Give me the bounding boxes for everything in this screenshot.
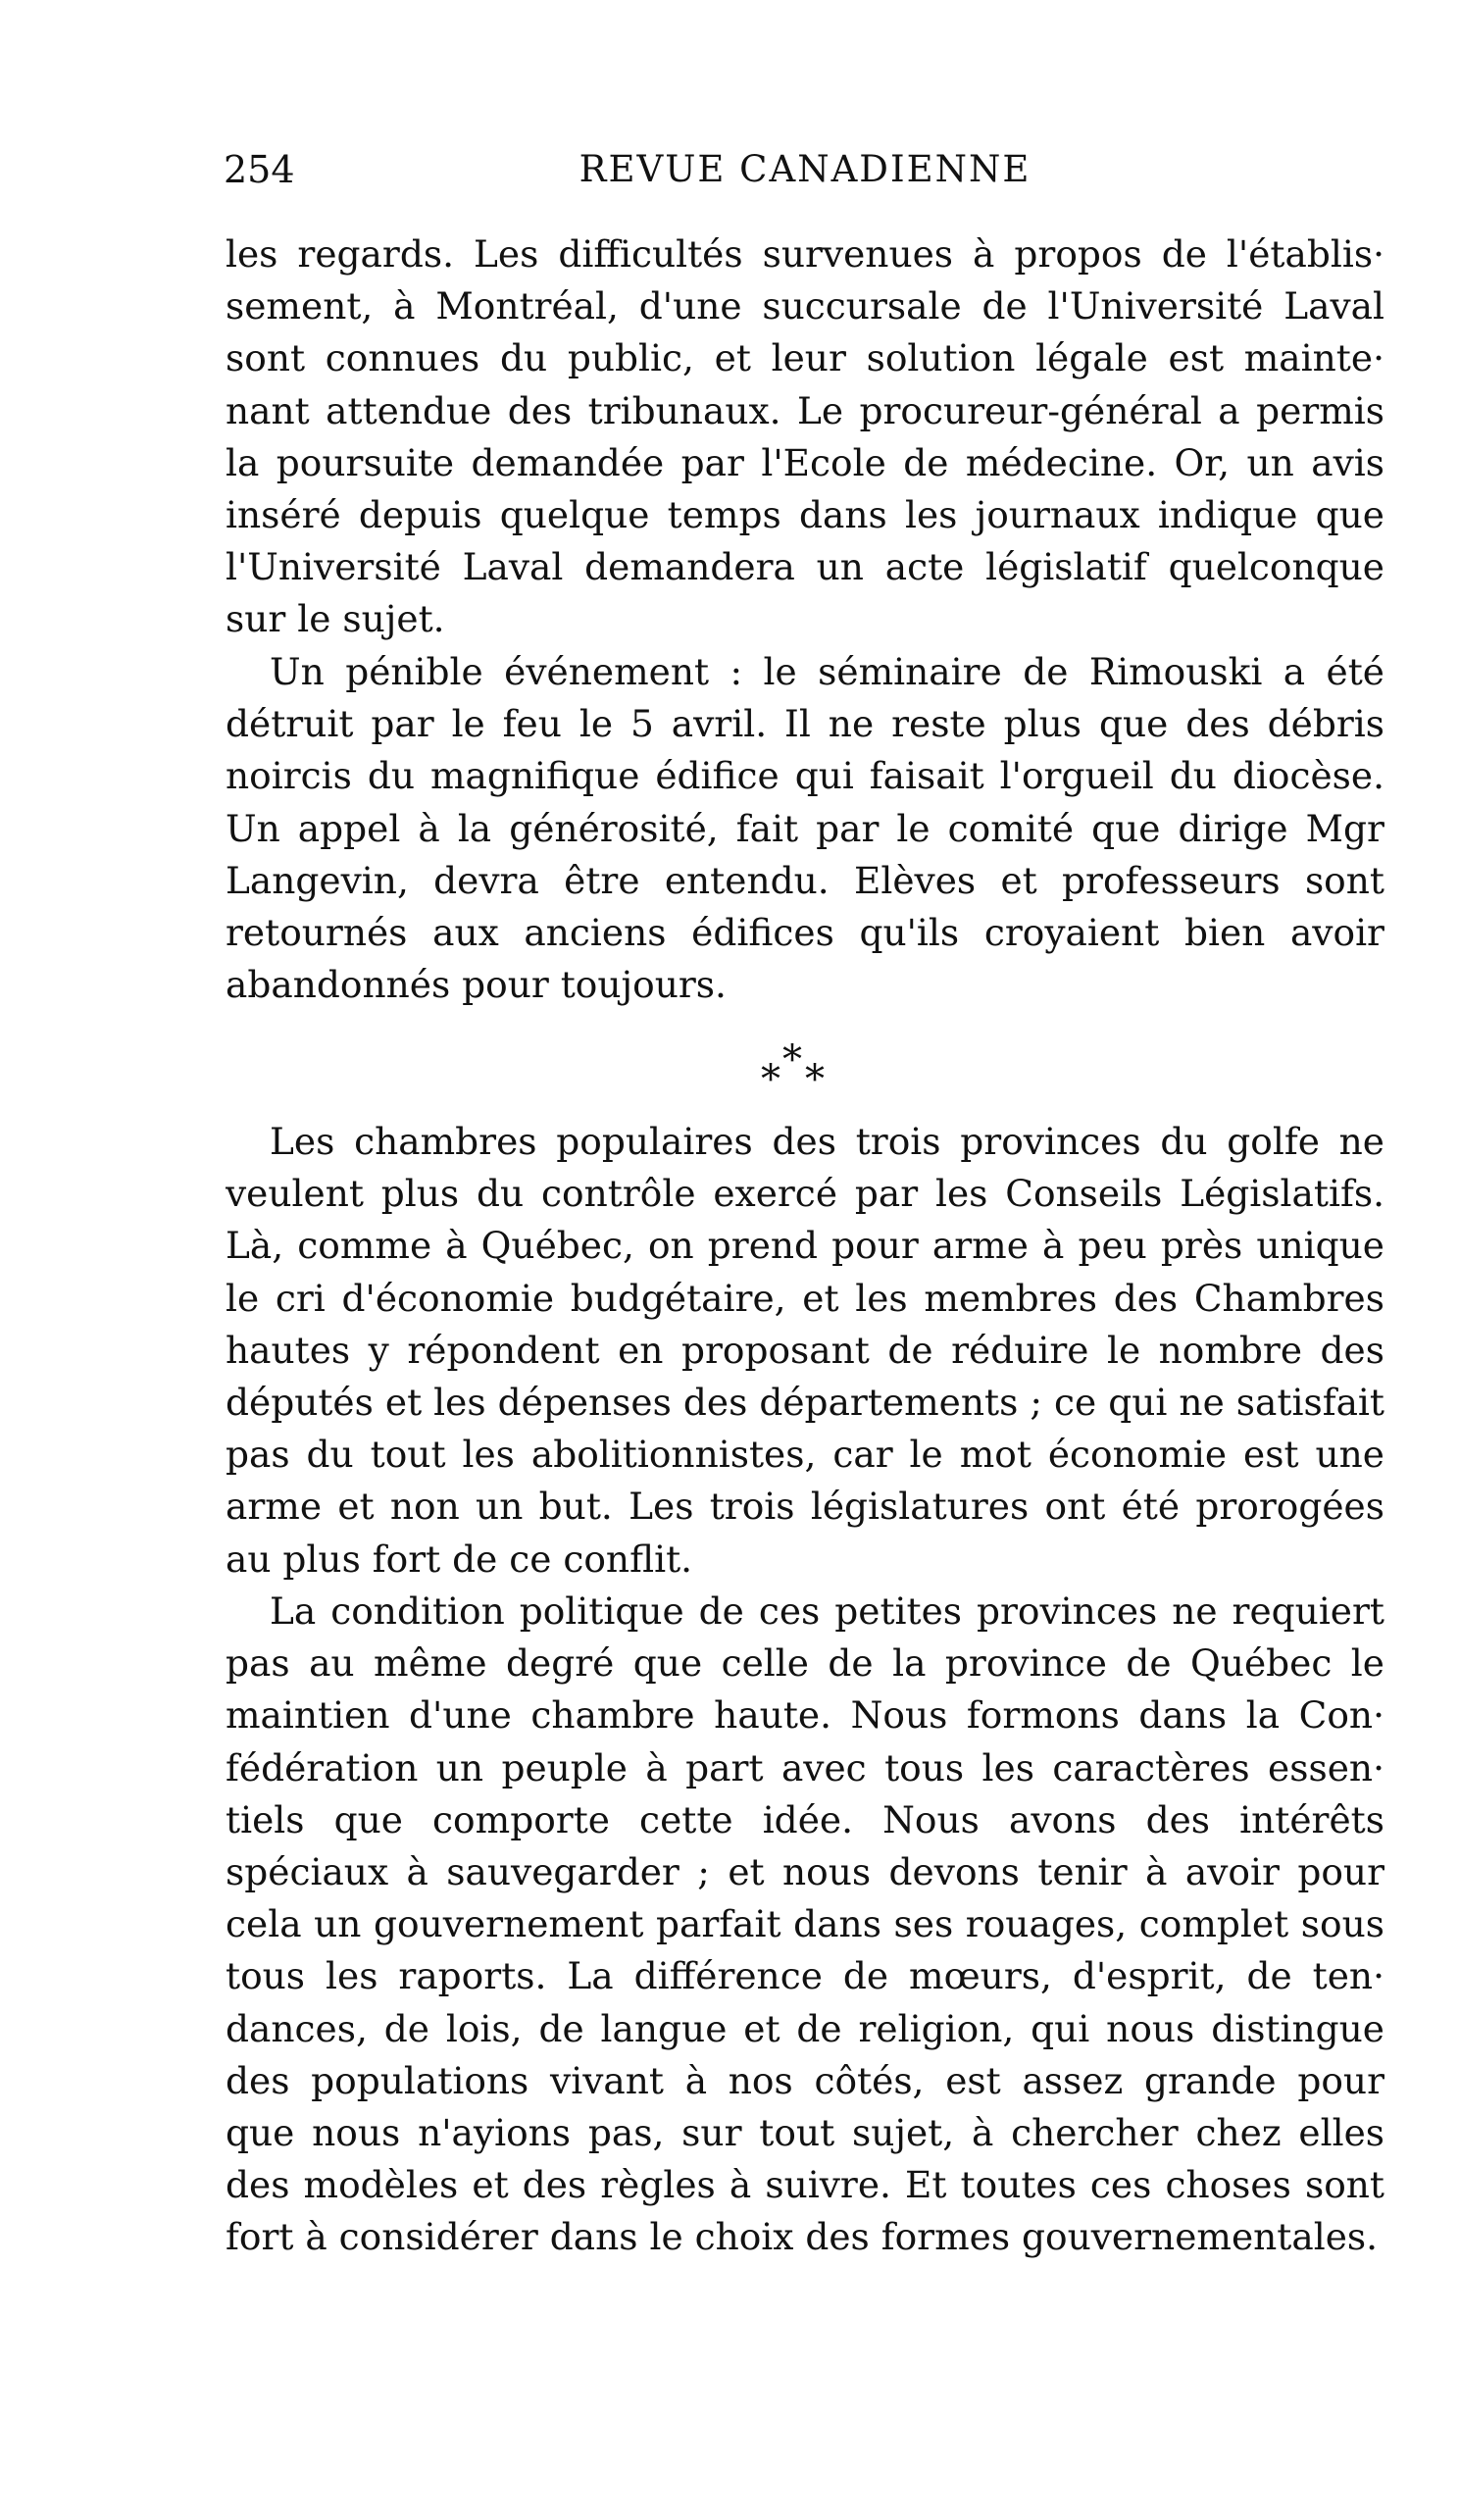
text-line: Là, comme à Québec, on prend pour arme à peu près unique [226,1224,1384,1268]
text-line: au plus fort de ce conflit. [226,1537,693,1581]
asterisk-icon: * [782,1037,802,1083]
page-number: 254 [224,148,295,191]
text-line: maintien d'une chambre haute. Nous formons dans la Con· [226,1693,1384,1738]
text-line: noircis du magnifique édifice qui faisait l'orgueil du diocèse. [226,754,1384,798]
paragraph-4 [226,1586,1384,2263]
text-line: inséré depuis quelque temps dans les journaux indique que [226,492,1384,536]
text-line: tous les raports. La différence de mœurs, d'esprit, de ten· [226,1954,1384,1998]
text-line: fédération un peuple à part avec tous les caractères essen· [226,1745,1384,1789]
text-line: veulent plus du contrôle exercé par les Conseils Législatifs. [226,1172,1384,1216]
text-line: des populations vivant à nos côtés, est assez grande pour [226,2058,1384,2102]
paragraph-2 [226,646,1384,1011]
text-line: détruit par le feu le 5 avril. Il ne reste plus que des débris [226,702,1384,746]
text-line: cela un gouvernement parfait dans ses rouages, complet sous [226,1902,1384,1946]
text-line: pas du tout les abolitionnistes, car le mot économie est une [226,1433,1384,1477]
text-line: spéciaux à sauvegarder ; et nous devons tenir à avoir pour [226,1849,1384,1893]
page-header [224,145,1386,194]
text-line: Les chambres populaires des trois provinces du golfe ne [270,1120,1384,1163]
text-line: sement, à Montréal, d'une succursale de l'Université Laval [226,284,1384,328]
text-line: les regards. Les difficultés survenues à propos de l'établis· [226,232,1384,276]
text-line: l'Université Laval demandera un acte législatif quelconque [226,545,1384,589]
asterisk-icon: * [805,1057,825,1102]
text-line: sont connues du public, et leur solution légale est mainte· [226,336,1384,380]
text-line: dances, de lois, de langue et de religion, qui nous distingue [226,2006,1384,2050]
text-line: arme et non un but. Les trois législatures ont été prorogées [226,1485,1384,1529]
text-line: le cri d'économie budgétaire, et les membres des Chambres [226,1276,1384,1320]
text-line: la poursuite demandée par l'Ecole de médecine. Or, un avis [226,440,1384,484]
text-line: tiels que comporte cette idée. Nous avons des intérêts [226,1797,1384,1841]
text-line: Un appel à la générosité, fait par le comité que dirige Mgr [226,806,1384,850]
text-line: fort à considérer dans le choix des formes gouvernementales. [226,2215,1379,2259]
text-line: retournés aux anciens édifices qu'ils croyaient bien avoir [226,910,1384,954]
paragraph-1 [226,228,1384,646]
text-line: que nous n'ayions pas, sur tout sujet, à chercher chez elles [226,2110,1384,2154]
text-line: Un pénible événement : le séminaire de Rimouski a été [270,650,1384,693]
asterisk-icon: * [761,1057,780,1102]
text-line: nant attendue des tribunaux. Le procureur-général a permis [226,388,1384,432]
text-line: pas au même degré que celle de la province de Québec le [226,1641,1384,1686]
running-title: REVUE CANADIENNE [579,148,1031,190]
text-line: sur le sujet. [226,597,445,641]
text-line: députés et les dépenses des départements ; ce qui ne satisfait [226,1380,1384,1424]
text-line: abandonnés pour toujours. [226,963,727,1007]
text-line: Langevin, devra être entendu. Elèves et professeurs sont [226,858,1384,902]
text-line: des modèles et des règles à suivre. Et toutes ces choses sont [226,2163,1384,2207]
paragraph-3 [226,1116,1384,1586]
text-line: hautes y répondent en proposant de réduire le nombre des [226,1328,1384,1372]
text-line: La condition politique de ces petites provinces ne requiert [270,1589,1384,1633]
section-divider [0,1033,1459,1101]
